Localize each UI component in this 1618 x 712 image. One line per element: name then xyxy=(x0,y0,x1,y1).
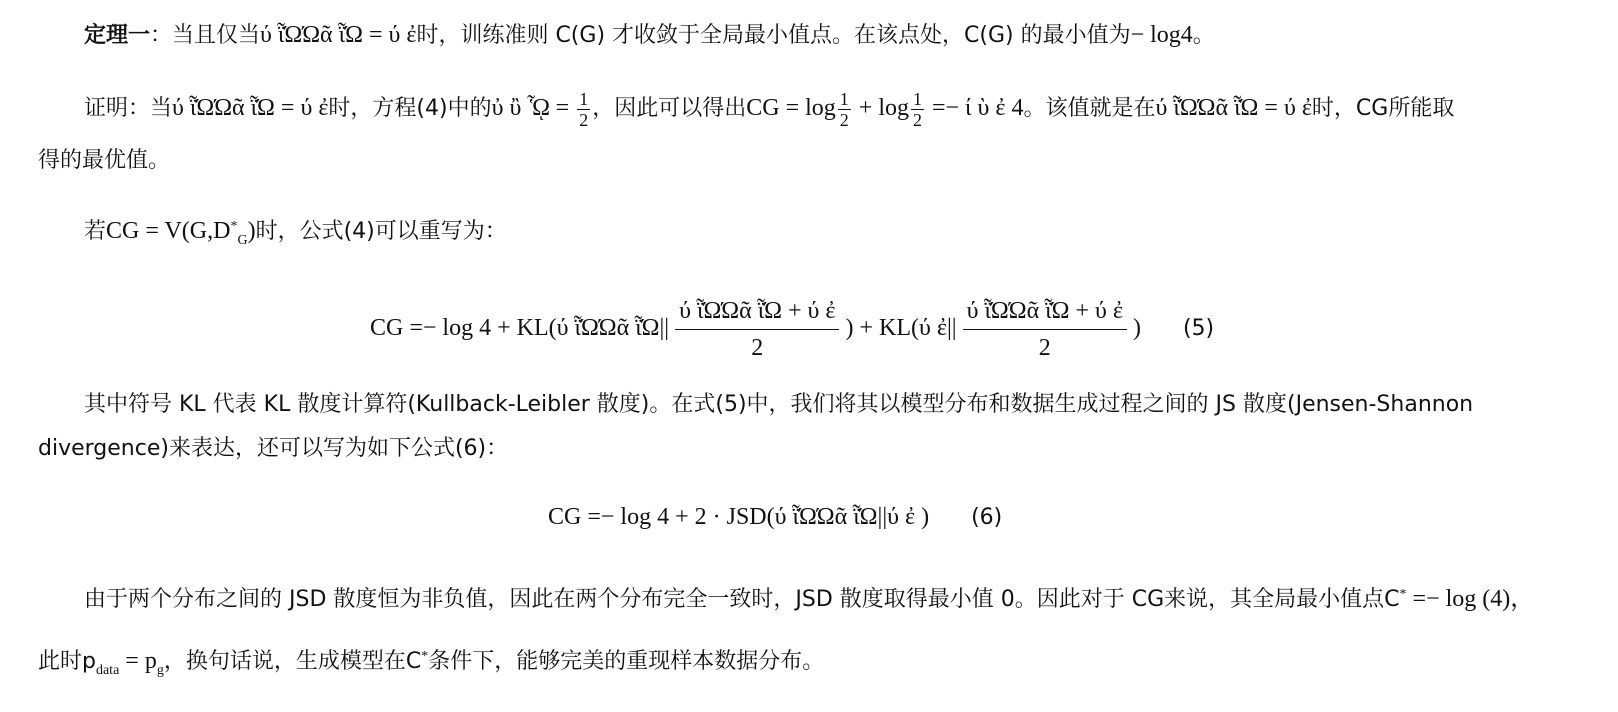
proof-line-1 xyxy=(84,88,1454,130)
rewrite-line xyxy=(84,212,507,256)
pg-glyph: ύ ἐ xyxy=(887,504,916,530)
pdata-glyph: ύ ῗΏΏᾶ ῗΏ xyxy=(172,95,275,121)
theorem-min-value: − log4 xyxy=(1130,22,1193,48)
close-paren: ) xyxy=(247,218,256,244)
equals-sign: = xyxy=(549,95,576,121)
proof-line-2 xyxy=(38,146,170,176)
equals-sign: = xyxy=(362,22,389,48)
fraction-half xyxy=(911,89,924,130)
plus-log: + log xyxy=(852,95,909,121)
pdata-glyph: ύ ῗΏΏᾶ ῗΏ xyxy=(260,22,363,48)
rewrite-text-1: 若 xyxy=(84,219,107,244)
eq5-fraction-2 xyxy=(963,293,1127,366)
equals-sign: = xyxy=(274,95,301,121)
eq5-end: ) xyxy=(1132,315,1141,341)
eq5-denominator-2: 2 xyxy=(1038,334,1051,361)
theorem-colon: ： xyxy=(150,23,173,48)
g-subscript: G xyxy=(237,233,248,248)
fraction-numerator: 1 xyxy=(579,88,589,109)
jsd-text-6: 条件下，能够完美的重现样本数据分布。 xyxy=(428,649,825,674)
proof-text-5: 时，CG所能取 xyxy=(1311,96,1455,121)
kl-line-1 xyxy=(84,390,1473,420)
equation-6 xyxy=(548,502,1002,533)
pg-glyph: ύ ἐ xyxy=(300,95,329,121)
eq5-numerator-1: ύ ῗΏΏᾶ ῗΏ + ύ ἐ xyxy=(675,293,839,330)
proof-text-2: 时，方程(4)中的 xyxy=(328,96,492,121)
data-subscript: data xyxy=(95,663,120,678)
theorem-label: 定理一 xyxy=(84,23,151,48)
eq5-lhs: CG =− log 4 + KL( xyxy=(370,315,557,341)
kl-text-1: 其中符号 KL 代表 KL 散度计算符(Kullback-Leibler 散度)。在式(5)中，我们将其以模型分布和数据生成过程之间的 JS 散度(Jensen-Shannon xyxy=(84,392,1474,417)
pg-glyph: ύ ἐ xyxy=(1283,95,1312,121)
kl-text-2: divergence)来表达，还可以写为如下公式(6)： xyxy=(38,436,509,461)
theorem-period: 。 xyxy=(1192,23,1215,48)
pdata-glyph: ύ ῗΏΏᾶ ῗΏ xyxy=(1155,95,1259,121)
fraction-half xyxy=(577,89,590,130)
fraction-numerator: 1 xyxy=(839,88,849,109)
eq5-mid: ) + KL( xyxy=(845,315,919,341)
eq5-denominator-1: 2 xyxy=(751,334,764,361)
jsd-text-5: ，换句话说，生成模型在C xyxy=(163,649,422,674)
theorem-line xyxy=(84,20,1215,51)
eq5-fraction-1 xyxy=(675,293,839,366)
kl-line-2 xyxy=(38,434,508,464)
cg-formula: CG = V(G,D xyxy=(106,218,231,244)
pdata-glyph: ύ ῗΏΏᾶ ῗΏ xyxy=(774,504,878,530)
d-glyph: ὐ ὒ ᾯ xyxy=(491,95,550,121)
theorem-text-2: 时，训练准则 C(G) 才收敛于全局最小值点。在该点处，C(G) 的最小值为 xyxy=(416,23,1131,48)
norm-bars: || xyxy=(659,315,670,341)
fraction-numerator: 1 xyxy=(912,88,922,109)
proof-text-1: 证明：当 xyxy=(84,96,173,121)
pdata-glyph: ύ ῗΏΏᾶ ῗΏ xyxy=(556,315,660,341)
star-superscript: * xyxy=(1399,587,1407,602)
jsd-line-1 xyxy=(84,580,1534,615)
pg-glyph: ύ ἐ xyxy=(388,22,417,48)
proof-text-3: ，因此可以得出 xyxy=(592,96,747,121)
rewrite-text-2: 时，公式(4)可以重写为： xyxy=(255,219,507,244)
eq5-numerator-2: ύ ῗΏΏᾶ ῗΏ + ύ ἐ xyxy=(963,293,1127,330)
equals-sign: = xyxy=(1258,95,1284,121)
fraction-half xyxy=(838,89,851,130)
equation-number-6: (6) xyxy=(971,505,1003,530)
equation-number-5: (5) xyxy=(1182,316,1215,341)
jsd-text-1: 由于两个分布之间的 JSD 散度恒为非负值，因此在两个分布完全一致时，JSD 散度取得最小值 0。因此对于 CG来说，其全局最小值点C xyxy=(84,587,1400,612)
star-superscript: * xyxy=(421,649,429,664)
eq6-end: ) xyxy=(915,504,930,530)
pg-glyph: ύ ἐ xyxy=(919,315,947,341)
jsd-text-4: = p xyxy=(119,648,157,674)
star-superscript: * xyxy=(230,219,238,234)
cg-log: CG = log xyxy=(746,95,836,121)
proof-text-4: 。该值就是在 xyxy=(1023,96,1156,121)
fraction-denominator: 2 xyxy=(579,109,589,130)
eq6-formula: CG =− log 4 + 2 · JSD( xyxy=(548,504,775,530)
norm-bars: || xyxy=(946,315,957,341)
fraction-denominator: 2 xyxy=(839,109,849,130)
proof-text-6: 得的最优值。 xyxy=(38,148,171,173)
jsd-text-3: 此时p xyxy=(38,649,96,674)
g-subscript: g xyxy=(156,663,164,678)
jsd-text-2: =− log (4)， xyxy=(1406,586,1535,612)
jsd-line-2 xyxy=(38,642,824,686)
fraction-denominator: 2 xyxy=(912,109,922,130)
equation-5 xyxy=(370,292,1214,366)
theorem-text-1: 当且仅当 xyxy=(172,23,261,48)
minus-log-glyph: =− ί ὺ ἐ 4 xyxy=(925,95,1024,121)
norm-bars: || xyxy=(877,504,888,530)
